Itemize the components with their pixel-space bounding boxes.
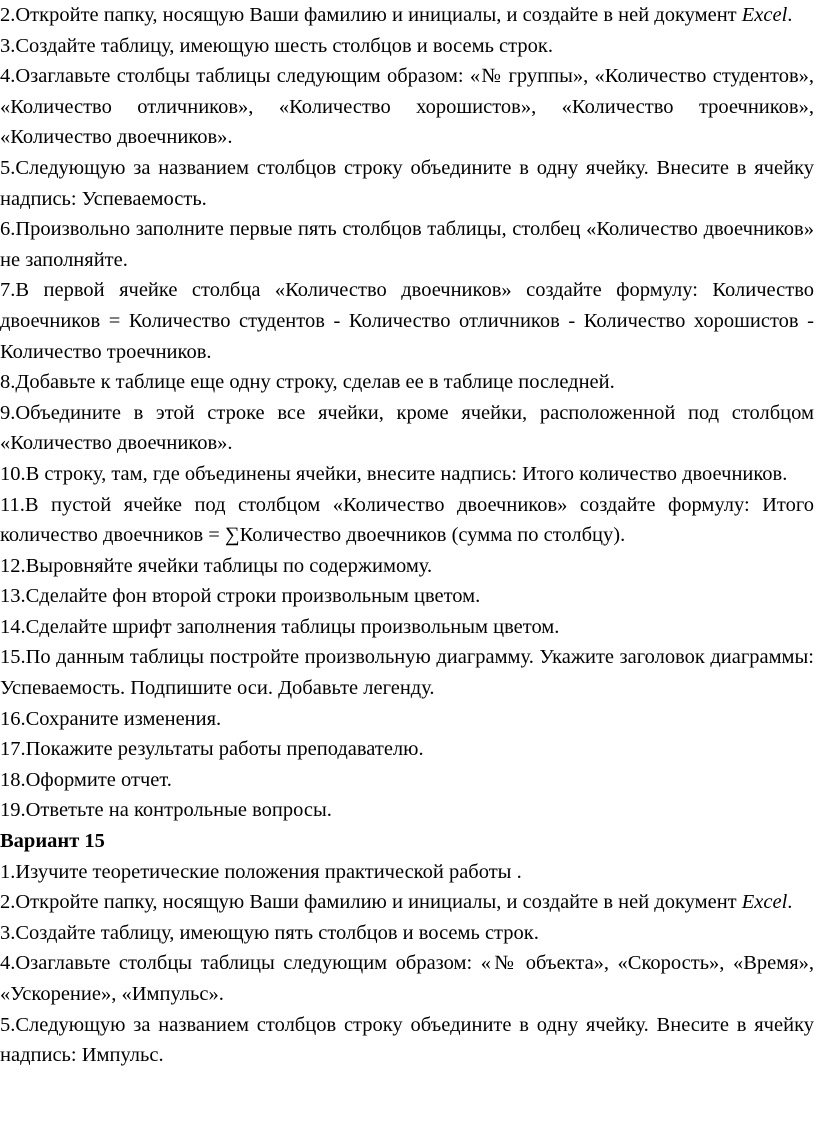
variant-heading: Вариант 15 bbox=[0, 830, 105, 853]
instruction-12: 12.Выровняйте ячейки таблицы по содержимому. bbox=[0, 554, 433, 577]
variant-instruction-5: 5.Следующую за названием столбцов строку объедините в одну ячейку. Внесите в ячейку надпись: Импульс. bbox=[0, 1013, 814, 1067]
instruction-text: 2.Откройте папку, носящую Ваши фамилию и инициалы, и создайте в ней документ bbox=[0, 4, 742, 26]
instruction-10: 10.В строку, там, где объединены ячейки, внесите надпись: Итого количество двоечников. bbox=[0, 462, 788, 485]
instruction-text-end: . bbox=[787, 891, 793, 914]
instruction-16: 16.Сохраните изменения. bbox=[0, 707, 222, 730]
instruction-11: 11.В пустой ячейке под столбцом «Количество двоечников» создайте формулу: Итого количество двоечников = ∑Количество двоечников (сумма по столбцу). bbox=[0, 493, 814, 547]
variant-instruction-1: 1.Изучите теоретические положения практической работы . bbox=[0, 860, 522, 883]
instruction-9: 9.Объедините в этой строке все ячейки, кроме ячейки, расположенной под столбцом «Количество двоечников». bbox=[0, 401, 814, 455]
instruction-emphasis: Excel bbox=[741, 4, 788, 26]
variant-instruction-3: 3.Создайте таблицу, имеющую пять столбцов и восемь строк. bbox=[0, 921, 539, 944]
instruction-text-end: . bbox=[787, 4, 793, 26]
instruction-8: 8.Добавьте к таблице еще одну строку, сделав ее в таблице последней. bbox=[0, 371, 615, 394]
instruction-14: 14.Сделайте шрифт заполнения таблицы произвольным цветом. bbox=[0, 615, 560, 638]
instruction-3: 3.Создайте таблицу, имеющую шесть столбцов и восемь строк. bbox=[0, 34, 553, 57]
instruction-18: 18.Оформите отчет. bbox=[0, 768, 172, 791]
instruction-7: 7.В первой ячейке столбца «Количество двоечников» создайте формулу: Количество двоечников = Количество студентов - Количество отличников - Количество хорошистов - Количество троечников. bbox=[0, 279, 814, 363]
instruction-text: 2.Откройте папку, носящую Ваши фамилию и инициалы, и создайте в ней документ bbox=[0, 891, 742, 914]
instruction-17: 17.Покажите результаты работы преподавателю. bbox=[0, 738, 424, 761]
variant-instruction-2 bbox=[0, 887, 814, 918]
instruction-2 bbox=[0, 0, 814, 31]
instruction-15: 15.По данным таблицы постройте произвольную диаграмму. Укажите заголовок диаграммы: Успеваемость. Подпишите оси. Добавьте легенду. bbox=[0, 646, 814, 700]
instruction-6: 6.Произвольно заполните первые пять столбцов таблицы, столбец «Количество двоечников» не заполняйте. bbox=[0, 218, 814, 271]
instruction-4: 4.Озаглавьте столбцы таблицы следующим образом: «№ группы», «Количество студентов», «Количество отличников», «Количество хорошистов», «Количество троечников», «Количество двоечников». bbox=[0, 65, 814, 149]
instruction-5: 5.Следующую за названием столбцов строку объедините в одну ячейку. Внесите в ячейку надпись: Успеваемость. bbox=[0, 156, 814, 210]
instruction-13: 13.Сделайте фон второй строки произвольным цветом. bbox=[0, 585, 481, 608]
variant-instruction-4: 4.Озаглавьте столбцы таблицы следующим образом: «№ объекта», «Скорость», «Время», «Ускорение», «Импульс». bbox=[0, 952, 814, 1005]
instruction-19: 19.Ответьте на контрольные вопросы. bbox=[0, 799, 332, 822]
instruction-emphasis: Excel bbox=[741, 891, 788, 914]
